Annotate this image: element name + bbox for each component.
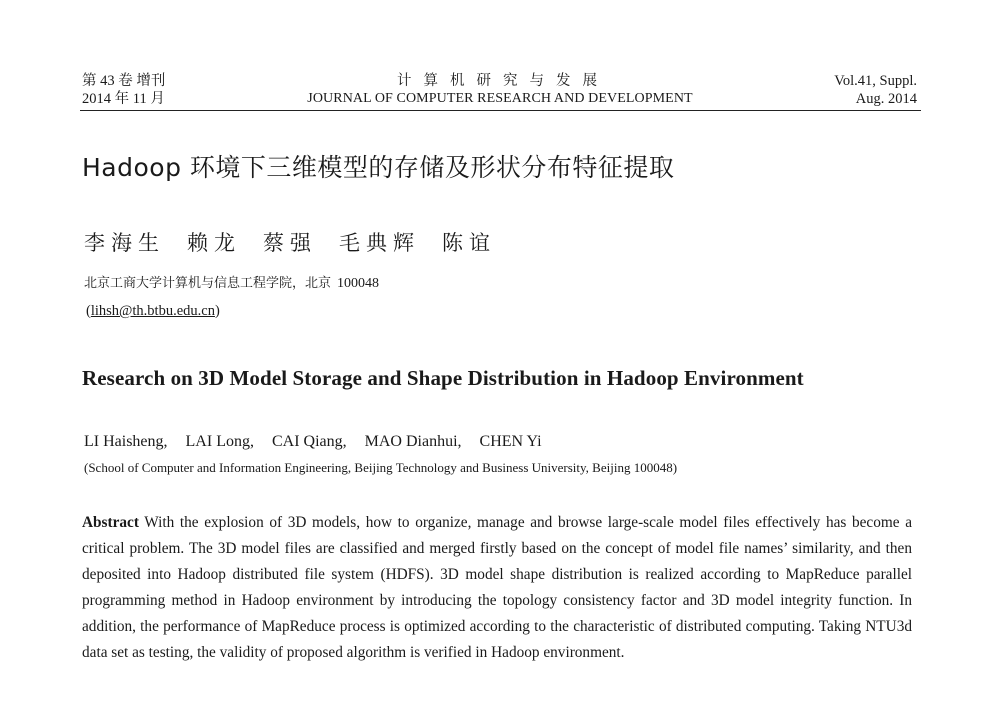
journal-volume-info-en	[834, 72, 917, 108]
paper-title-cn: Hadoop 环境下三维模型的存储及形状分布特征提取	[82, 153, 675, 182]
affiliation-en: (School of Computer and Information Engineering, Beijing Technology and Business University, Beijing 100048)	[84, 460, 678, 475]
email-link[interactable]: lihsh@th.btbu.edu.cn	[90, 303, 215, 319]
journal-name-cn: 计算机研究与发展	[397, 73, 609, 89]
abstract-text: With the explosion of 3D models, how to organize, manage and browse large-scale model files effectively has become a critical problem. The 3D model files are classified and merged firstly based on the concept of model file names’ similarity, and then deposited into Hadoop distributed file system (HDFS). 3D model shape distribution is realized according to MapReduce parallel programming method in Hadoop environment by introducing the topology consistency factor and 3D model integrity function. In addition, the performance of MapReduce process is optimized according to the characteristic of distributed computing. Taking NTU3d data set as testing, the validity of proposed algorithm is verified in Hadoop environment.	[82, 514, 912, 662]
author-en: CHEN Yi	[479, 433, 542, 450]
contact-email	[86, 301, 220, 321]
author-cn: 陈谊	[442, 231, 496, 255]
date-en: Aug. 2014	[855, 91, 917, 107]
paper-title-en: Research on 3D Model Storage and Shape Distribution in Hadoop Environment	[82, 366, 804, 390]
volume-issue-cn: 第 43 卷 增刊	[82, 73, 166, 89]
author-list-en	[84, 431, 560, 453]
affiliation-cn	[84, 275, 379, 293]
journal-name-en: JOURNAL OF COMPUTER RESEARCH AND DEVELOPMENT	[307, 91, 693, 106]
author-list-cn	[84, 229, 518, 257]
abstract	[82, 510, 912, 667]
volume-issue-en: Vol.41, Suppl.	[834, 73, 917, 89]
email-open-paren: (	[86, 303, 91, 319]
author-en: CAI Qiang,	[271, 433, 347, 450]
author-en: LAI Long,	[185, 433, 254, 450]
date-cn: 2014 年 11 月	[82, 91, 165, 107]
author-en: MAO Dianhui,	[364, 433, 462, 450]
abstract-label: Abstract	[82, 514, 139, 531]
author-en: LI Haisheng,	[84, 433, 168, 450]
affiliation-cn-text: 北京工商大学计算机与信息工程学院，北京	[84, 276, 332, 291]
author-cn: 毛典辉	[339, 231, 420, 255]
postcode-cn: 100048	[337, 276, 380, 291]
author-cn: 蔡强	[263, 231, 317, 255]
author-cn: 赖龙	[187, 231, 241, 255]
header-rule	[80, 110, 921, 111]
author-cn: 李海生	[84, 231, 165, 255]
email-close-paren: )	[214, 303, 220, 319]
